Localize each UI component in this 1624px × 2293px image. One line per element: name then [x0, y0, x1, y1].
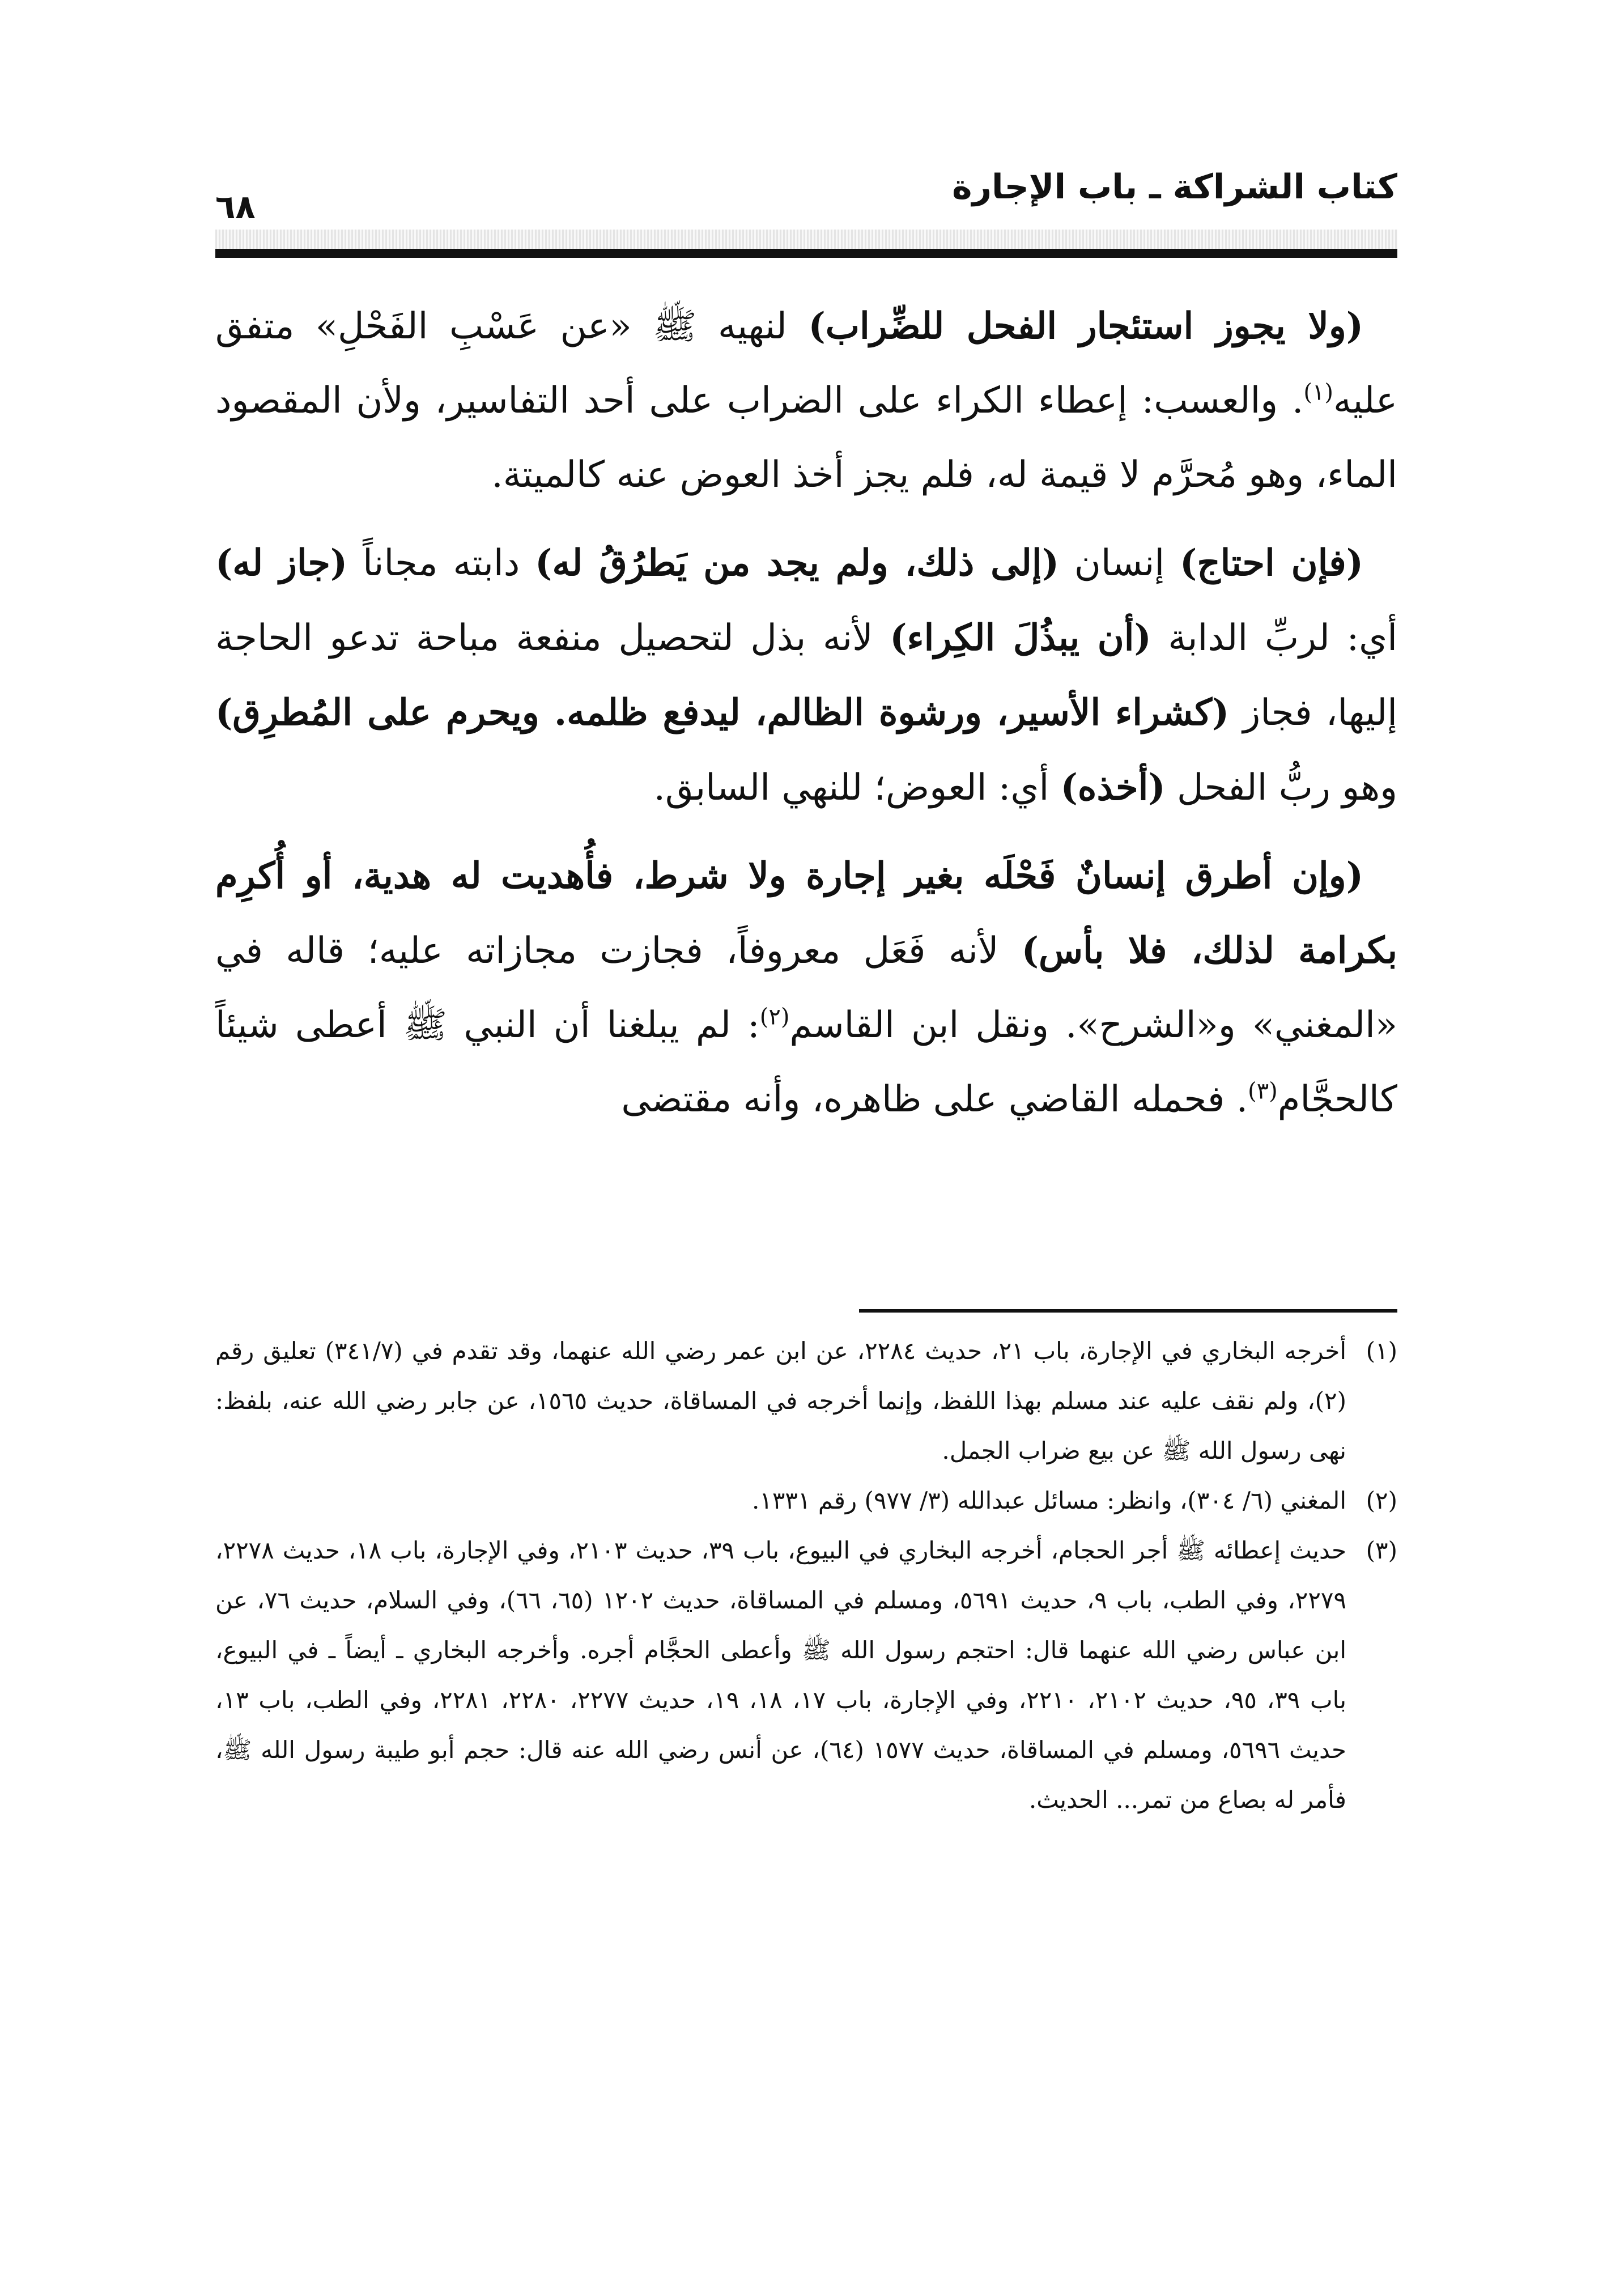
commentary-text: : لم يبلغنا أن النبي ﷺ أعطى شيئاً كالحجَّام	[215, 1004, 1397, 1120]
footnote-number: (٢)	[1366, 1487, 1397, 1514]
page-header	[215, 164, 1397, 227]
commentary-text: لأنه بذل لتحصيل منفعة مباحة تدعو الحاجة إليها، فجاز	[215, 617, 1398, 734]
paragraph-3	[215, 839, 1397, 1137]
commentary-text: لأنه فَعَل معروفاً، فجازت مجازاته عليه؛ قاله في «المغني» و«الشرح». ونقل ابن القاسم	[215, 930, 1398, 1046]
footnotes	[215, 1326, 1397, 1825]
header-rule	[215, 230, 1397, 258]
commentary-text: . فحمله القاضي على ظاهره، وأنه مقتضى	[621, 1078, 1248, 1120]
matn-text: (جاز له)	[215, 542, 348, 584]
commentary-text: . والعسب: إعطاء الكراء على الضراب على أحد التفاسير، ولأن المقصود الماء، وهو مُحرَّم لا قيمة له، فلم يجز أخذ العوض عنه كالميتة.	[215, 380, 1397, 496]
footnote-number: (١)	[1366, 1337, 1397, 1365]
running-title: كتاب الشراكة ـ باب الإجارة	[952, 167, 1397, 207]
footnote-ref-2[interactable]: (٢)	[759, 1004, 790, 1030]
footnote-text: المغني (٦/ ٣٠٤)، وانظر: مسائل عبدالله (٣/ ٩٧٧) رقم ١٣٣١.	[751, 1487, 1346, 1514]
footnote-number: (٣)	[1366, 1536, 1397, 1564]
commentary-text: وهو ربُّ الفحل	[1165, 767, 1397, 809]
commentary-text: أي: العوض؛ للنهي السابق.	[653, 767, 1061, 809]
matn-text: (أخذه)	[1060, 766, 1166, 809]
matn-text: (وإن أطرق إنسانٌ فَحْلَه بغير إجارة ولا شرط، فأُهديت له هدية، أو أُكرِم بكرامة لذلك، فلا بأس)	[215, 855, 1398, 972]
matn-text: (فإن احتاج)	[1180, 542, 1364, 584]
paragraph-2	[215, 526, 1397, 825]
matn-text: (ولا يجوز استئجار الفحل للضِّراب)	[808, 305, 1364, 347]
main-text	[215, 289, 1397, 1137]
matn-text: (أن يبذُلَ الكِراء)	[890, 617, 1151, 659]
header-rule-bar	[215, 249, 1397, 258]
footnote-2	[215, 1476, 1397, 1526]
footnote-ref-3[interactable]: (٣)	[1248, 1078, 1278, 1105]
footnote-text: أخرجه البخاري في الإجارة، باب ٢١، حديث ٢٢٨٤، عن ابن عمر رضي الله عنهما، وقد تقدم في (٣٤١/٧) تعليق رقم (٢)، ولم نقف عليه عند مسلم بهذا اللفظ، وإنما أخرجه في المساقاة، حديث ١٥٦٥، عن جابر رضي الله عنه، بلفظ: نهى رسول الله ﷺ عن بيع ضراب الجمل.	[215, 1337, 1346, 1464]
matn-text: (كشراء الأسير، ورشوة الظالم، ليدفع ظلمه. ويحرم على المُطرِق)	[215, 691, 1230, 734]
commentary-text: دابته مجاناً	[347, 542, 535, 584]
matn-text: (إلى ذلك، ولم يجد من يَطرُقُ له)	[535, 542, 1059, 584]
commentary-text: لنهيه ﷺ «عن عَسْبِ الفَحْلِ» متفق عليه	[215, 305, 1398, 422]
footnote-3	[215, 1526, 1397, 1825]
footnote-separator	[859, 1309, 1397, 1313]
commentary-text: أي: لربِّ الدابة	[1151, 617, 1398, 659]
footnote-ref-1[interactable]: (١)	[1303, 379, 1334, 406]
footnote-text: حديث إعطائه ﷺ أجر الحجام، أخرجه البخاري في البيوع، باب ٣٩، حديث ٢١٠٣، وفي الإجارة، باب ١٨، حديث ٢٢٧٨، ٢٢٧٩، وفي الطب، باب ٩، حديث ٥٦٩١، ومسلم في المساقاة، حديث ١٢٠٢ (٦٥، ٦٦)، وفي السلام، حديث ٧٦، عن ابن عباس رضي الله عنهما قال: احتجم رسول الله ﷺ وأعطى الحجَّام أجره. وأخرجه البخاري ـ أيضاً ـ في البيوع، باب ٣٩، ٩٥، حديث ٢١٠٢، ٢٢١٠، وفي الإجارة، باب ١٧، ١٨، ١٩، حديث ٢٢٧٧، ٢٢٨٠، ٢٢٨١، وفي الطب، باب ١٣، حديث ٥٦٩٦، ومسلم في المساقاة، حديث ١٥٧٧ (٦٤)، عن أنس رضي الله عنه قال: حجم أبو طيبة رسول الله ﷺ، فأمر له بصاع من تمر... الحديث.	[215, 1536, 1347, 1814]
commentary-text: إنسان	[1058, 542, 1180, 584]
paragraph-1	[215, 289, 1397, 512]
footnote-1	[215, 1326, 1397, 1476]
page-number: ٦٨	[215, 188, 256, 226]
